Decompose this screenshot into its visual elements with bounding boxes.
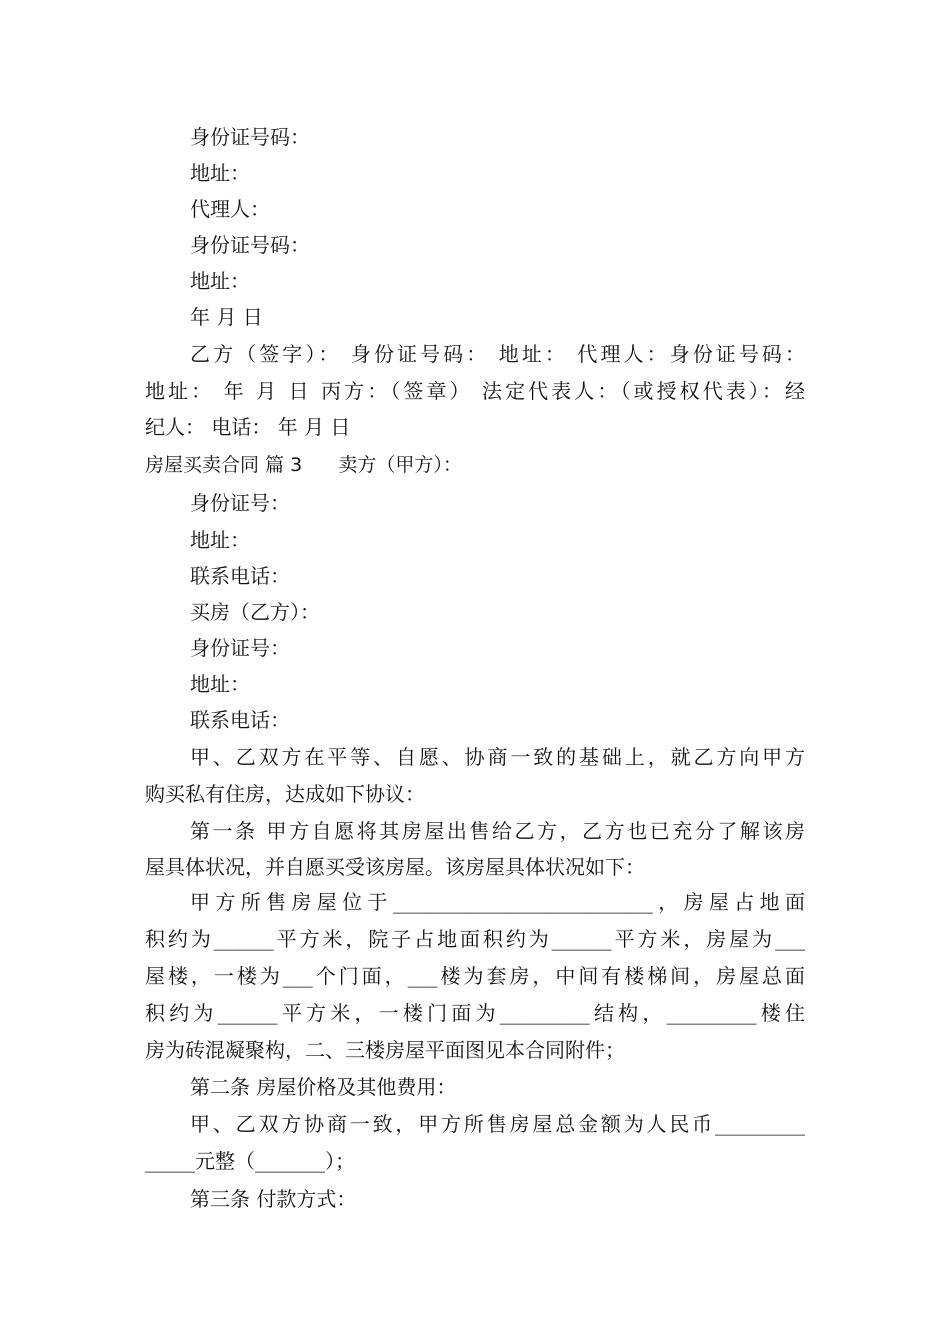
text-line: 身份证号： — [190, 491, 290, 515]
text-line: 房为砖混凝聚构，二、三楼房屋平面图见本合同附件； — [145, 1038, 625, 1062]
text-line: 第三条 付款方式： — [190, 1187, 357, 1211]
text-line: 身份证号： — [190, 636, 290, 660]
text-line: 地址： — [190, 528, 250, 552]
text-line: 买房（乙方）： — [190, 600, 320, 624]
text-line: 地址： — [190, 672, 250, 696]
text-line: 乙方（签字）： 身份证号码： 地址： 代理人：身份证号码： — [190, 342, 805, 366]
text-line: 身份证号码： — [190, 125, 310, 149]
text-line: _____元整（_______）； — [145, 1149, 355, 1173]
text-line: 联系电话： — [190, 708, 290, 732]
text-line: 积约为______平方米，院子占地面积约为______平方米，房屋为___ — [145, 927, 805, 951]
text-line: 甲、乙双方在平等、自愿、协商一致的基础上，就乙方向甲方 — [190, 745, 805, 769]
text-line: 积约为______平方米，一楼门面为_________结构，_________楼住 — [145, 1001, 805, 1025]
text-line: 甲方所售房屋位于__________________________，房屋占地面 — [190, 890, 805, 914]
text-line: 年 月 日 — [190, 305, 263, 329]
section-heading: 房屋买卖合同 篇 3 卖方（甲方）： — [145, 454, 462, 476]
text-line: 代理人： — [190, 197, 270, 221]
text-line: 屋楼，一楼为___个门面，___楼为套房，中间有楼梯间，房屋总面 — [145, 964, 805, 988]
text-line: 联系电话： — [190, 564, 290, 588]
text-line: 地址： — [190, 161, 250, 185]
text-line: 甲、乙双方协商一致，甲方所售房屋总金额为人民币_________ — [190, 1112, 805, 1136]
text-line: 第二条 房屋价格及其他费用： — [190, 1075, 457, 1099]
text-line: 纪人： 电话： 年 月 日 — [145, 415, 351, 439]
text-line: 第一条 甲方自愿将其房屋出售给乙方，乙方也已充分了解该房 — [190, 819, 805, 843]
text-line: 屋具体状况，并自愿买受该房屋。该房屋具体状况如下： — [145, 855, 645, 879]
text-line: 地址： 年 月 日 丙方：（签章） 法定代表人：（或授权代表）：经 — [145, 379, 805, 403]
text-line: 购买私有住房，达成如下协议： — [145, 782, 425, 806]
text-line: 身份证号码： — [190, 233, 310, 257]
text-line: 地址： — [190, 269, 250, 293]
